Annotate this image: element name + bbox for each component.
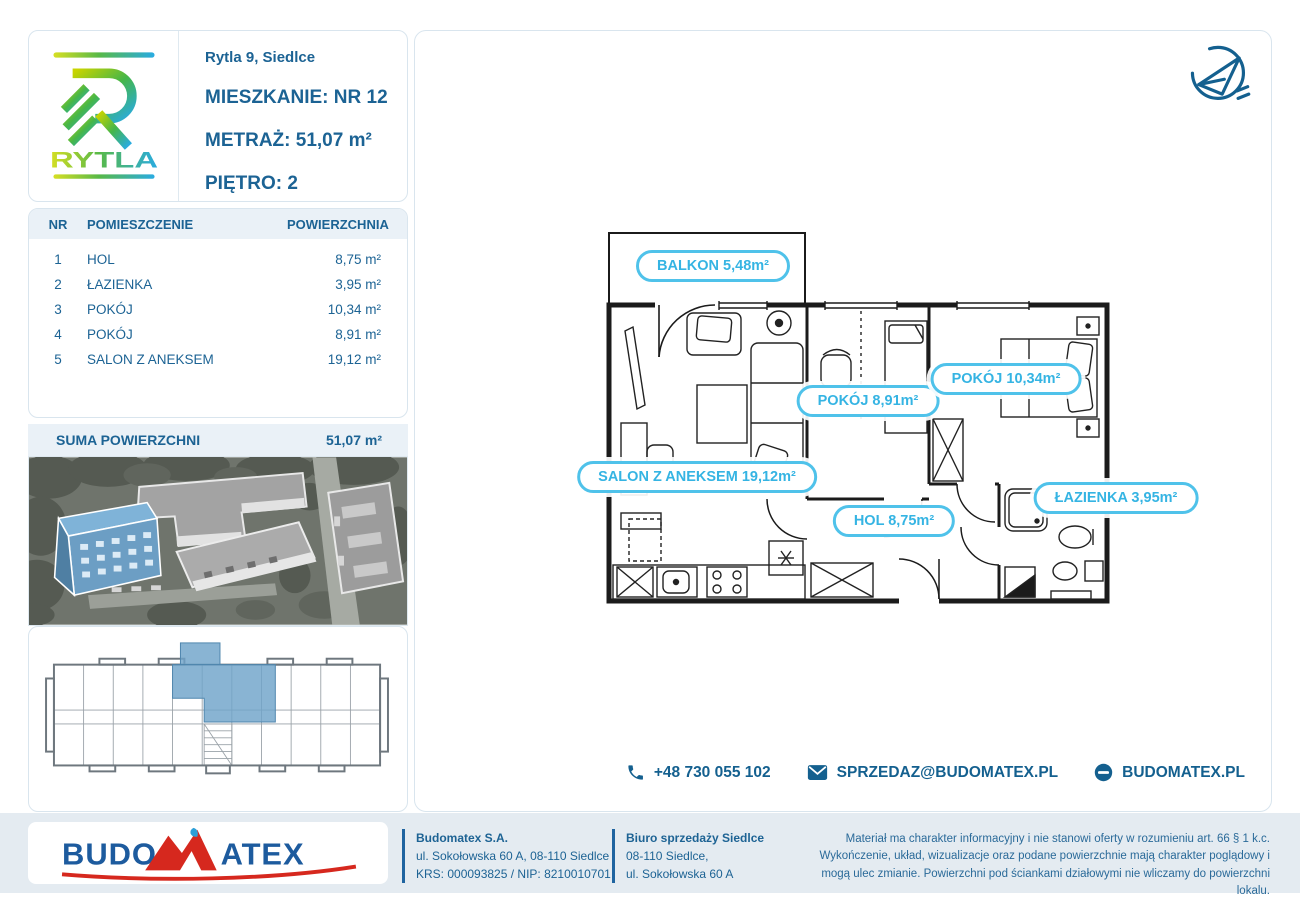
floor-plan-graphic bbox=[599, 227, 1119, 617]
row-nr: 5 bbox=[54, 352, 62, 367]
header-card bbox=[28, 30, 408, 202]
aerial-photo-graphic bbox=[29, 457, 407, 625]
company-address-block bbox=[402, 829, 611, 883]
row-area: 8,91 m² bbox=[335, 327, 381, 342]
col-room: POMIESZCZENIE bbox=[87, 216, 194, 232]
floor-plan bbox=[599, 227, 1119, 617]
www-icon bbox=[1094, 763, 1113, 782]
table-row bbox=[29, 297, 407, 322]
row-room: ŁAZIENKA bbox=[87, 277, 153, 292]
company-registry: KRS: 000093825 / NIP: 8210010701 bbox=[416, 867, 611, 881]
table-row bbox=[29, 347, 407, 372]
room-label-pokoj-duzy: POKÓJ 10,34m² bbox=[931, 363, 1082, 395]
website-url: BUDOMATEX.PL bbox=[1122, 763, 1245, 781]
table-row bbox=[29, 272, 407, 297]
company-street: ul. Sokołowska 60 A, 08-110 Siedlce bbox=[416, 849, 610, 863]
header-info bbox=[179, 31, 407, 201]
area-value: 51,07 m² bbox=[295, 130, 372, 151]
row-area: 3,95 m² bbox=[335, 277, 381, 292]
room-label-pokoj-maly: POKÓJ 8,91m² bbox=[797, 385, 940, 417]
budomatex-droplet bbox=[190, 828, 197, 837]
budomatex-wordmark-right: ATEX bbox=[220, 836, 305, 872]
left-column bbox=[28, 30, 408, 812]
footer bbox=[0, 813, 1300, 897]
row-area: 19,12 m² bbox=[327, 352, 381, 367]
total-area-value: 51,07 m² bbox=[325, 432, 382, 448]
row-nr: 1 bbox=[54, 252, 62, 267]
rytla-logo bbox=[29, 31, 179, 201]
phone-icon bbox=[626, 763, 645, 782]
floor-value: 2 bbox=[287, 173, 298, 194]
row-room: HOL bbox=[87, 252, 115, 267]
rytla-wordmark: RYTLA bbox=[49, 147, 158, 173]
area-label: METRAŻ: bbox=[205, 130, 291, 151]
company-name: Budomatex S.A. bbox=[416, 831, 509, 845]
plan-panel bbox=[414, 30, 1272, 812]
rooms-table-body bbox=[29, 239, 407, 372]
phone-contact[interactable] bbox=[626, 763, 771, 782]
legal-disclaimer: Materiał ma charakter informacyjny i nie stanowi oferty w rozumieniu art. 66 § 1 k.c. Wykończenie, układ, wizualizacje oraz podane powierzchnie mają charakter poglądowy i mogą ulec zmianie. Powierzchni pod ściankami działowymi nie wliczamy do powierzchni lokalu. bbox=[819, 833, 1270, 897]
row-nr: 2 bbox=[54, 277, 62, 292]
email-contact[interactable] bbox=[807, 764, 1059, 782]
apartment-label: MIESZKANIE: bbox=[205, 87, 329, 108]
envelope-icon bbox=[807, 764, 828, 781]
rytla-logo-icon bbox=[43, 41, 165, 191]
apartment-value: NR 12 bbox=[333, 87, 388, 108]
row-room: SALON Z ANEKSEM bbox=[87, 352, 214, 367]
room-label-salon: SALON Z ANEKSEM 19,12m² bbox=[577, 461, 817, 493]
office-city: 08-110 Siedlce, bbox=[626, 849, 709, 863]
website-contact[interactable] bbox=[1094, 763, 1245, 782]
apartment-number-line bbox=[205, 87, 388, 109]
floor-label: PIĘTRO: bbox=[205, 173, 283, 194]
aerial-photo bbox=[28, 456, 408, 626]
room-label-balkon: BALKON 5,48m² bbox=[636, 250, 790, 282]
north-compass-icon bbox=[1185, 41, 1253, 109]
row-nr: 3 bbox=[54, 302, 62, 317]
floor-line bbox=[205, 173, 298, 195]
sales-office-block bbox=[612, 829, 764, 883]
office-street: ul. Sokołowska 60 A bbox=[626, 867, 734, 881]
contact-row bbox=[626, 763, 1245, 782]
table-row bbox=[29, 322, 407, 347]
table-row bbox=[29, 247, 407, 272]
row-room: POKÓJ bbox=[87, 302, 133, 317]
budomatex-logo bbox=[28, 822, 388, 884]
row-area: 10,34 m² bbox=[327, 302, 381, 317]
phone-number: +48 730 055 102 bbox=[653, 763, 771, 781]
rooms-table-header bbox=[29, 209, 407, 239]
email-address: SPRZEDAZ@BUDOMATEX.PL bbox=[836, 763, 1059, 781]
room-label-hol: HOL 8,75m² bbox=[833, 505, 955, 537]
row-room: POKÓJ bbox=[87, 327, 133, 342]
floor-overview-graphic bbox=[40, 635, 396, 803]
row-nr: 4 bbox=[54, 327, 62, 342]
rooms-table bbox=[28, 208, 408, 418]
area-line bbox=[205, 130, 372, 152]
room-label-lazienka: ŁAZIENKA 3,95m² bbox=[1034, 482, 1199, 514]
floor-overview bbox=[28, 626, 408, 812]
office-name: Biuro sprzedaży Siedlce bbox=[626, 831, 765, 845]
col-nr: NR bbox=[48, 216, 68, 232]
total-area-band bbox=[28, 424, 408, 456]
row-area: 8,75 m² bbox=[335, 252, 381, 267]
col-area: POWIERZCHNIA bbox=[287, 216, 389, 232]
project-address: Rytla 9, Siedlce bbox=[205, 49, 316, 66]
budomatex-logo-graphic bbox=[43, 824, 373, 882]
budomatex-wordmark-left: BUDO bbox=[62, 836, 157, 872]
total-area-label: SUMA POWIERZCHNI bbox=[56, 432, 201, 448]
